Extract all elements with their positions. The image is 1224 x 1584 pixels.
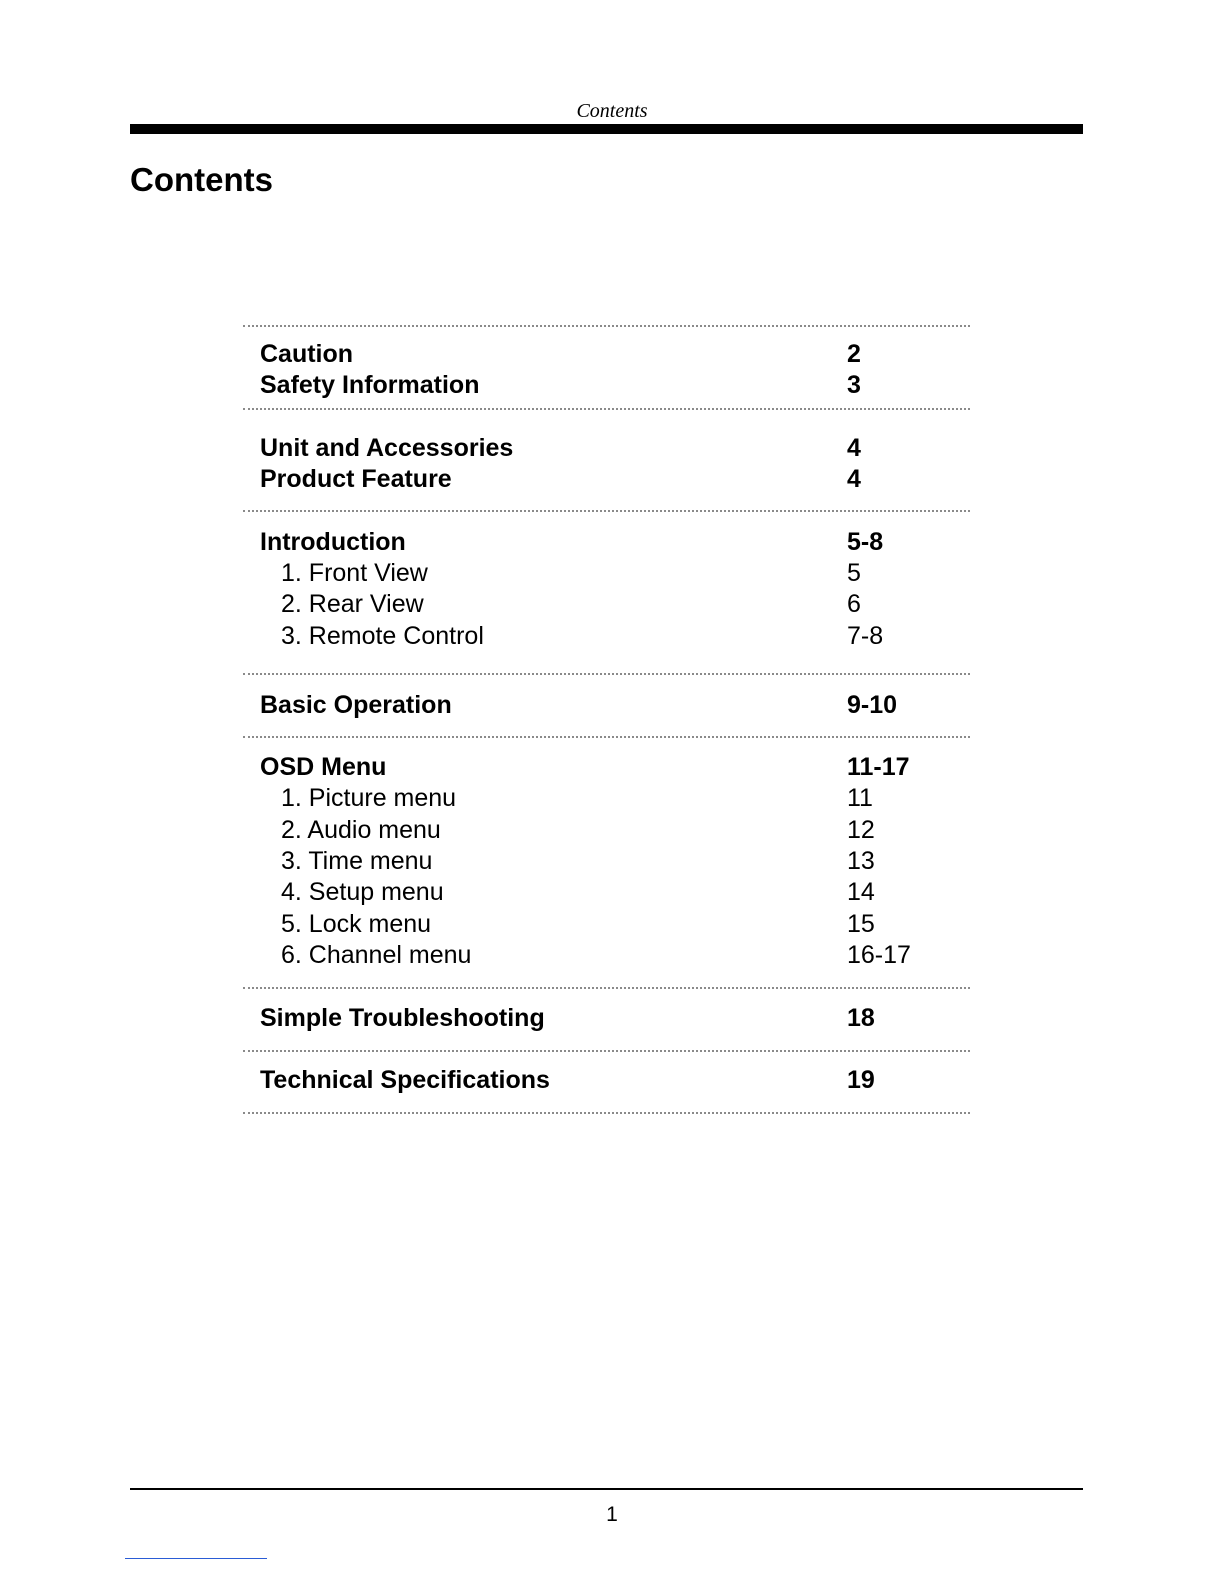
toc-subentry-time-menu[interactable] bbox=[260, 845, 960, 877]
toc-entry-label: Caution bbox=[260, 340, 354, 368]
toc-entry-label: 3. Time menu bbox=[281, 847, 433, 875]
toc-entry-page: 3 bbox=[847, 371, 861, 399]
toc-separator bbox=[243, 1050, 970, 1052]
toc-entry-page: 11 bbox=[847, 784, 873, 812]
toc-separator bbox=[243, 673, 970, 675]
toc-entry-product-feature[interactable] bbox=[260, 463, 960, 495]
toc-entry-page: 4 bbox=[847, 434, 861, 462]
toc-entry-simple-troubleshooting[interactable] bbox=[260, 1002, 960, 1034]
toc-entry-label: 1. Front View bbox=[281, 559, 428, 587]
toc-entry-page: 7-8 bbox=[847, 622, 884, 650]
toc-entry-page: 5-8 bbox=[847, 528, 884, 556]
toc-entry-page: 2 bbox=[847, 340, 861, 368]
toc-entry-label: OSD Menu bbox=[260, 753, 387, 781]
toc-entry-basic-operation[interactable] bbox=[260, 689, 960, 721]
toc-entry-page: 18 bbox=[847, 1004, 875, 1032]
page-number: 1 bbox=[606, 1503, 618, 1526]
toc-entry-page: 9-10 bbox=[847, 691, 898, 719]
toc-entry-page: 15 bbox=[847, 910, 875, 938]
toc-separator bbox=[243, 325, 970, 327]
toc-entry-page: 5 bbox=[847, 559, 861, 587]
toc-subentry-remote-control[interactable] bbox=[260, 620, 960, 652]
toc-entry-unit-and-accessories[interactable] bbox=[260, 432, 960, 464]
header-rule bbox=[130, 124, 1083, 134]
toc-subentry-channel-menu[interactable] bbox=[260, 939, 960, 971]
toc-entry-label: Basic Operation bbox=[260, 691, 452, 719]
footer-rule bbox=[130, 1488, 1083, 1490]
toc-subentry-setup-menu[interactable] bbox=[260, 876, 960, 908]
toc-subentry-audio-menu[interactable] bbox=[260, 814, 960, 846]
page-title: Contents bbox=[130, 161, 273, 198]
corner-mark bbox=[125, 1558, 267, 1559]
toc-entry-page: 19 bbox=[847, 1066, 875, 1094]
toc-entry-page: 16-17 bbox=[847, 941, 911, 969]
toc-entry-page: 6 bbox=[847, 590, 861, 618]
toc-entry-osd-menu[interactable] bbox=[260, 751, 960, 783]
toc-entry-label: 5. Lock menu bbox=[281, 910, 432, 938]
toc-entry-label: 6. Channel menu bbox=[281, 941, 472, 969]
toc-entry-label: Safety Information bbox=[260, 371, 480, 399]
toc-entry-label: 2. Rear View bbox=[281, 590, 424, 618]
toc-subentry-picture-menu[interactable] bbox=[260, 782, 960, 814]
toc-subentry-lock-menu[interactable] bbox=[260, 908, 960, 940]
toc-subentry-rear-view[interactable] bbox=[260, 588, 960, 620]
toc-entry-label: 3. Remote Control bbox=[281, 622, 484, 650]
toc-separator bbox=[243, 736, 970, 738]
toc-entry-caution[interactable] bbox=[260, 338, 960, 370]
toc-entry-page: 11-17 bbox=[847, 753, 910, 781]
running-header: Contents bbox=[576, 100, 648, 122]
toc-entry-label: 4. Setup menu bbox=[281, 878, 444, 906]
toc-separator bbox=[243, 1112, 970, 1114]
toc-entry-page: 13 bbox=[847, 847, 875, 875]
toc-entry-label: Technical Specifications bbox=[260, 1066, 550, 1094]
toc-entry-safety-information[interactable] bbox=[260, 369, 960, 401]
toc-separator bbox=[243, 510, 970, 512]
toc-entry-label: 2. Audio menu bbox=[281, 816, 441, 844]
toc-separator bbox=[243, 408, 970, 410]
toc-entry-technical-specifications[interactable] bbox=[260, 1064, 960, 1096]
toc-entry-label: Unit and Accessories bbox=[260, 434, 514, 462]
toc-entry-page: 4 bbox=[847, 465, 861, 493]
toc-entry-label: Product Feature bbox=[260, 465, 452, 493]
toc-entry-label: Introduction bbox=[260, 528, 406, 556]
toc-entry-label: 1. Picture menu bbox=[281, 784, 457, 812]
toc-subentry-front-view[interactable] bbox=[260, 557, 960, 589]
toc-entry-page: 14 bbox=[847, 878, 875, 906]
toc-entry-page: 12 bbox=[847, 816, 875, 844]
toc-entry-label: Simple Troubleshooting bbox=[260, 1004, 545, 1032]
toc-entry-introduction[interactable] bbox=[260, 526, 960, 558]
toc-separator bbox=[243, 987, 970, 989]
